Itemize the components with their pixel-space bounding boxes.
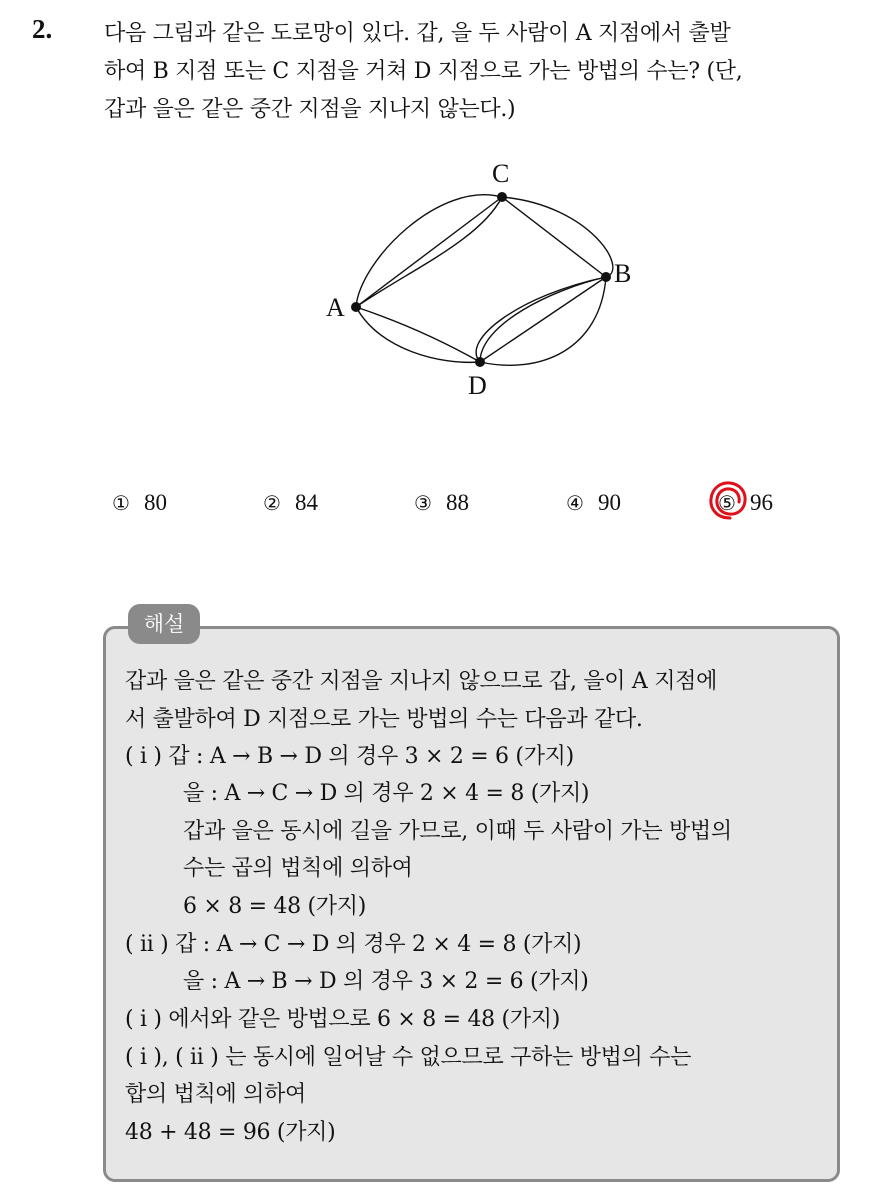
choice-1[interactable]: [112, 490, 167, 516]
question-line-2: 하여 B 지점 또는 C 지점을 거쳐 D 지점으로 가는 방법의 수는? (단,: [104, 59, 743, 84]
node-b: [601, 272, 611, 282]
solution-line-3: ( i ) 갑 : A → B → D 의 경우 3 × 2 = 6 (가지): [125, 744, 574, 769]
choice-3[interactable]: [414, 490, 469, 516]
choice-4-value: 90: [597, 490, 621, 515]
solution-tag: 해설: [128, 604, 200, 644]
node-a: [351, 302, 361, 312]
solution-line-12: 합의 법칙에 의하여: [125, 1082, 307, 1107]
solution-line-9: 을 : A → B → D 의 경우 3 × 2 = 6 (가지): [183, 969, 589, 994]
solution-line-8: ( ii ) 갑 : A → C → D 의 경우 2 × 4 = 8 (가지): [125, 932, 582, 957]
solution-line-4: 을 : A → C → D 의 경우 2 × 4 = 8 (가지): [183, 781, 590, 806]
solution-line-13: 48 + 48 = 96 (가지): [125, 1120, 336, 1145]
choice-2-value: 84: [294, 490, 318, 515]
solution-line-10: ( i ) 에서와 같은 방법으로 6 × 8 = 48 (가지): [125, 1007, 561, 1032]
choice-3-symbol: ③: [414, 491, 432, 515]
solution-line-6: 수는 곱의 법칙에 의하여: [183, 856, 413, 881]
road-d-b-straight: [480, 277, 606, 362]
question-number: 2.: [32, 14, 53, 44]
choice-2-symbol: ②: [263, 491, 281, 515]
node-c: [497, 192, 507, 202]
question-line-1: 다음 그림과 같은 도로망이 있다. 갑, 을 두 사람이 A 지점에서 출발: [104, 21, 731, 46]
choice-2[interactable]: [263, 490, 318, 516]
choice-3-value: 88: [445, 490, 469, 515]
solution-line-1: 갑과 을은 같은 중간 지점을 지나지 않으므로 갑, 을이 A 지점에: [125, 669, 718, 694]
question-line-3: 갑과 을은 같은 중간 지점을 지나지 않는다.): [104, 97, 516, 122]
road-a-c-inner: [356, 197, 502, 307]
label-d: D: [468, 371, 487, 400]
label-a: A: [326, 293, 345, 322]
label-c: C: [492, 159, 510, 188]
road-c-b: [502, 197, 606, 277]
choice-1-value: 80: [143, 490, 167, 515]
road-a-d-lower: [356, 307, 480, 362]
road-network-diagram: [320, 150, 650, 410]
choice-5-value: 96: [749, 490, 773, 515]
solution-line-11: ( i ), ( ii ) 는 동시에 일어날 수 없으므로 구하는 방법의 수는: [125, 1045, 692, 1070]
choice-4-symbol: ④: [566, 491, 584, 515]
solution-line-5: 갑과 을은 동시에 길을 가므로, 이때 두 사람이 가는 방법의: [183, 819, 732, 844]
solution-line-2: 서 출발하여 D 지점으로 가는 방법의 수는 다음과 같다.: [125, 707, 643, 732]
choice-5-symbol: ⑤: [718, 491, 736, 515]
answer-circle-mark: [706, 478, 750, 522]
node-d: [475, 357, 485, 367]
choice-4[interactable]: [566, 490, 621, 516]
choice-1-symbol: ①: [112, 491, 130, 515]
label-b: B: [614, 259, 632, 288]
solution-line-7: 6 × 8 = 48 (가지): [183, 894, 366, 919]
